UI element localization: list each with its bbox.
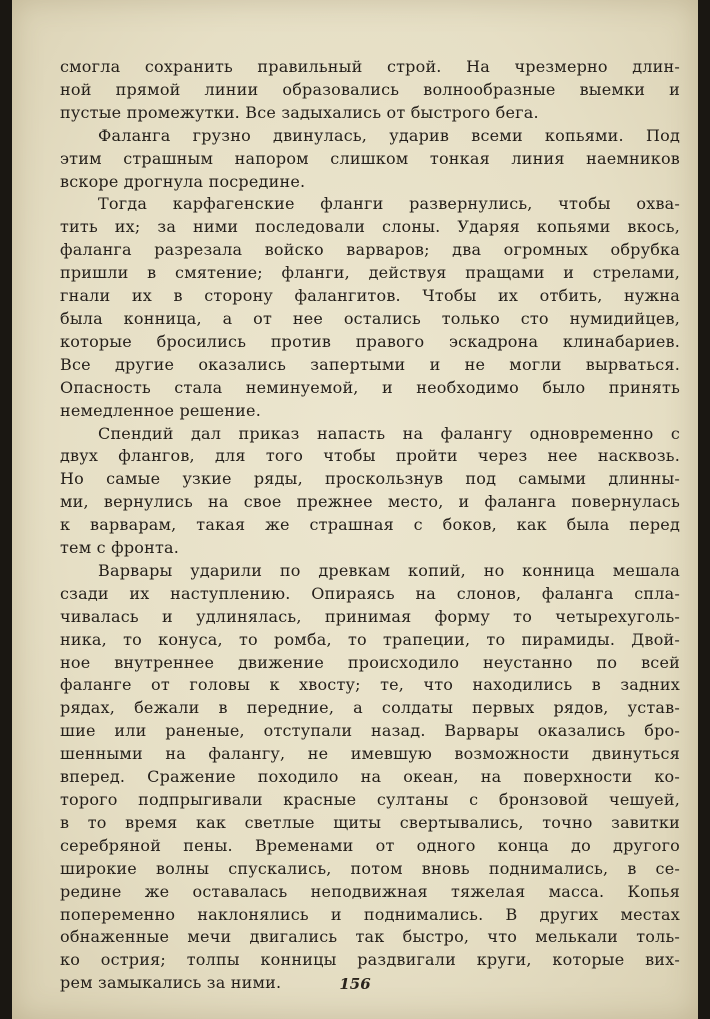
text-line: редине же оставалась неподвижная тяжелая масса. Копья (60, 881, 680, 901)
text-line: этим страшным напором слишком тонкая линия наемников (60, 148, 680, 168)
text-line: ко острия; толпы конницы раздвигали круги, которые вих- (60, 950, 680, 970)
book-page (12, 0, 698, 1019)
text-line: рем замыкались за ними. (60, 973, 282, 993)
text-line: сзади их наступлению. Опираясь на слонов, фаланга спла- (60, 583, 680, 603)
text-line: шие или раненые, отступали назад. Варвары оказались бро- (60, 721, 680, 741)
paragraph-first-line: Спендий дал приказ напасть на фалангу одновременно с (98, 423, 680, 443)
text-line: рядах, бежали в передние, а солдаты первых рядов, устав- (60, 698, 680, 718)
text-line: ное внутреннее движение происходило неустанно по всей (60, 652, 680, 672)
page-number: 156 (339, 975, 371, 993)
text-line: двух флангов, для того чтобы пройти через нее насквозь. (60, 446, 680, 466)
text-line: Все другие оказались запертыми и не могли вырваться. (60, 354, 680, 374)
text-line: вперед. Сражение походило на океан, на поверхности ко- (60, 767, 680, 787)
text-line: немедленное решение. (60, 400, 261, 420)
text-line: была конница, а от нее остались только сто нумидийцев, (60, 308, 680, 328)
text-line: тить их; за ними последовали слоны. Ударяя копьями вкось, (60, 217, 680, 237)
text-line: фаланге от головы к хвосту; те, что находились в задних (60, 675, 680, 695)
text-line: фаланга разрезала войско варваров; два огромных обрубка (60, 240, 680, 260)
text-line: широкие волны спускались, потом вновь поднимались, в се- (60, 858, 680, 878)
text-line: шенными на фалангу, не имевшую возможности двинуться (60, 744, 680, 764)
text-line: тем с фронта. (60, 538, 180, 558)
text-line: обнаженные мечи двигались так быстро, что мелькали толь- (60, 927, 680, 947)
text-line: вскоре дрогнула посредине. (60, 171, 306, 191)
text-line: гнали их в сторону фалангитов. Чтобы их отбить, нужна (60, 286, 680, 306)
text-line: которые бросились против правого эскадрона клинабариев. (60, 331, 680, 351)
text-line: пришли в смятение; фланги, действуя пращами и стрелами, (60, 263, 680, 283)
text-line: ной прямой линии образовались волнообразные выемки и (60, 79, 680, 99)
text-line: попеременно наклонялись и поднимались. В других местах (60, 904, 680, 924)
text-line: торого подпрыгивали красные султаны с бронзовой чешуей, (60, 790, 680, 809)
text-line: ми, вернулись на свое прежнее место, и фаланга повернулась (60, 492, 680, 512)
text-line: пустые промежутки. Все задыхались от быстрого бега. (60, 102, 539, 122)
text-line: Но самые узкие ряды, проскользнув под самыми длинны- (60, 469, 680, 489)
text-line: серебряной пены. Временами от одного конца до другого (60, 835, 680, 855)
body-text (60, 56, 680, 995)
text-line: чивалась и удлинялась, принимая форму то четырехуголь- (60, 606, 680, 626)
paragraph-first-line: Фаланга грузно двинулась, ударив всеми копьями. Под (98, 125, 680, 145)
paragraph-first-line: Варвары ударили по древкам копий, но конница мешала (98, 560, 680, 580)
text-line: смогла сохранить правильный строй. На чрезмерно длин- (60, 57, 680, 76)
text-line: к варварам, такая же страшная с боков, как была перед (60, 515, 680, 535)
text-line: ника, то конуса, то ромба, то трапеции, то пирамиды. Двой- (60, 629, 680, 649)
text-line: Опасность стала неминуемой, и необходимо было принять (60, 377, 680, 397)
text-line: в то время как светлые щиты свертывались, точно завитки (60, 812, 680, 832)
paragraph-first-line: Тогда карфагенские фланги развернулись, чтобы охва- (98, 194, 680, 214)
